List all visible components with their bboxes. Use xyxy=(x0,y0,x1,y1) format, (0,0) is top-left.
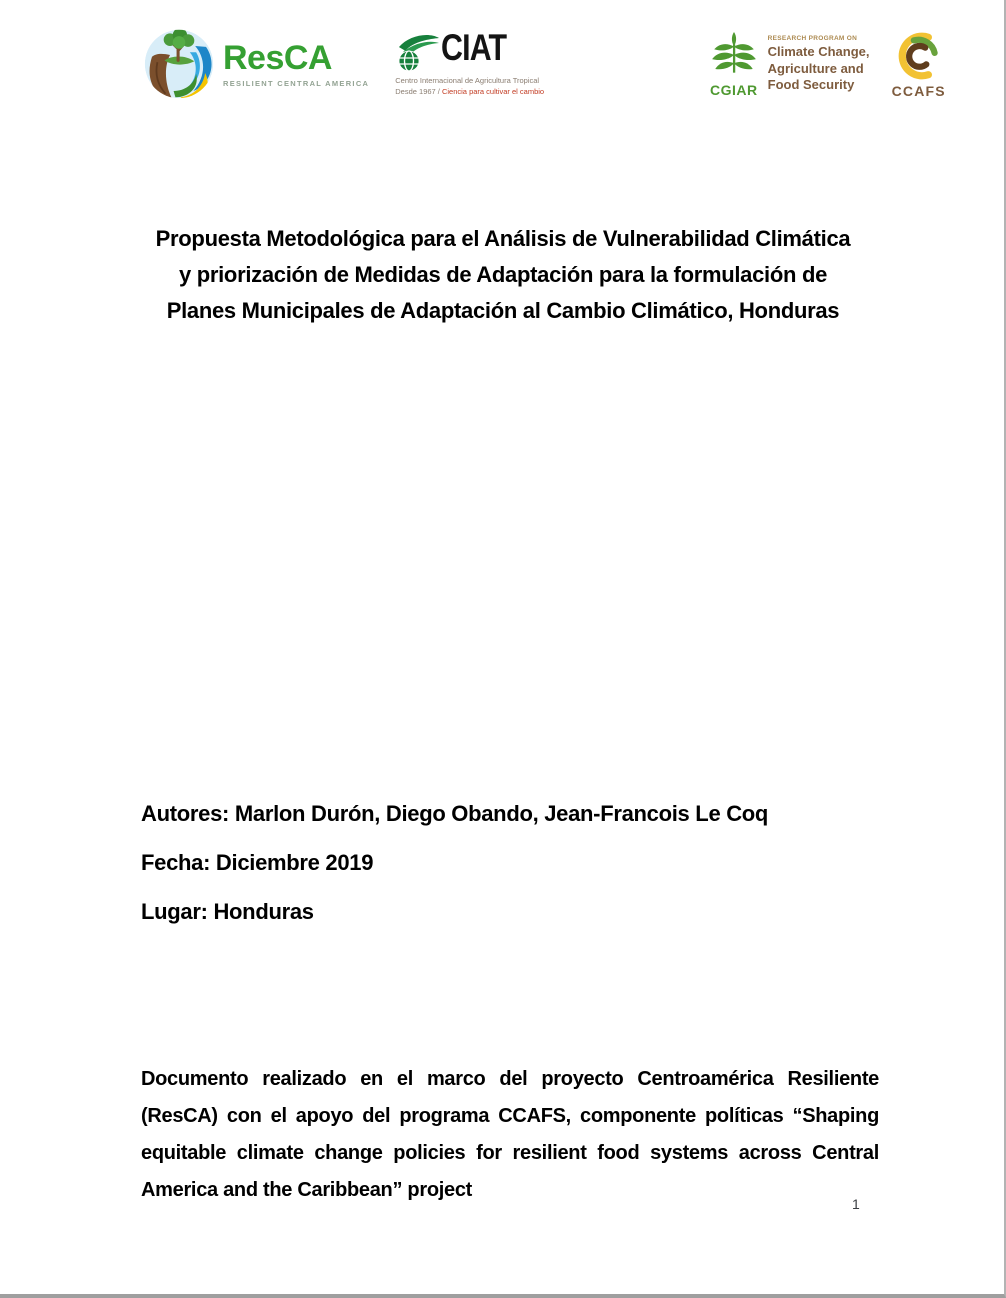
authors-line: Autores: Marlon Durón, Diego Obando, Jean-Francois Le Coq xyxy=(141,801,769,826)
document-meta xyxy=(141,801,921,948)
ciat-subtitle-line2: Desde 1967 / Ciencia para cultivar el cambio xyxy=(395,87,545,96)
header-left-logos xyxy=(143,28,544,100)
resca-tagline: RESILIENT CENTRAL AMERICA xyxy=(223,78,370,88)
project-acknowledgement: Documento realizado en el marco del proyecto Centroamérica Resiliente (ResCA) con el apoyo del programa CCAFS, componente políticas “Shaping equitable climate change policies for resilient food systems across Central America and the Caribbean” project xyxy=(141,1068,879,1201)
ciat-subtitle xyxy=(395,75,544,98)
ciat-logo xyxy=(395,26,545,98)
resca-name: ResCA xyxy=(223,38,332,77)
ccafs-crescents-icon xyxy=(893,30,945,82)
ciat-name: CIAT xyxy=(441,26,507,68)
cgiar-name: CGIAR xyxy=(710,82,758,98)
page-number: 1 xyxy=(852,1196,860,1212)
ciat-subtitle-line1: Centro Internacional de Agricultura Tropical xyxy=(395,75,540,85)
ciat-leaf-globe-icon xyxy=(395,31,441,73)
resca-globe-icon xyxy=(143,28,215,100)
resca-wordmark xyxy=(223,38,370,88)
date-line: Fecha: Diciembre 2019 xyxy=(141,850,374,875)
ccafs-kicker: RESEARCH PROGRAM ON xyxy=(767,35,858,43)
ccafs-program-name: Climate Change, Agriculture and Food Security xyxy=(767,44,870,93)
document-title: Propuesta Metodológica para el Análisis de Vulnerabilidad Climática y priorización de Medidas de Adaptación para la formulación de Planes Municipales de Adaptación al Cambio Climático, Honduras xyxy=(155,225,851,323)
cgiar-logo xyxy=(710,31,758,98)
resca-logo xyxy=(143,28,369,100)
cgiar-wheat-icon xyxy=(711,31,757,81)
place-line: Lugar: Honduras xyxy=(141,899,314,924)
header-right-logos xyxy=(710,30,946,99)
ccafs-name: CCAFS xyxy=(891,83,946,99)
ccafs-program-text xyxy=(768,35,882,94)
ccafs-logo xyxy=(892,30,946,99)
ciat-slogan: Ciencia para cultivar el cambio xyxy=(441,87,545,96)
